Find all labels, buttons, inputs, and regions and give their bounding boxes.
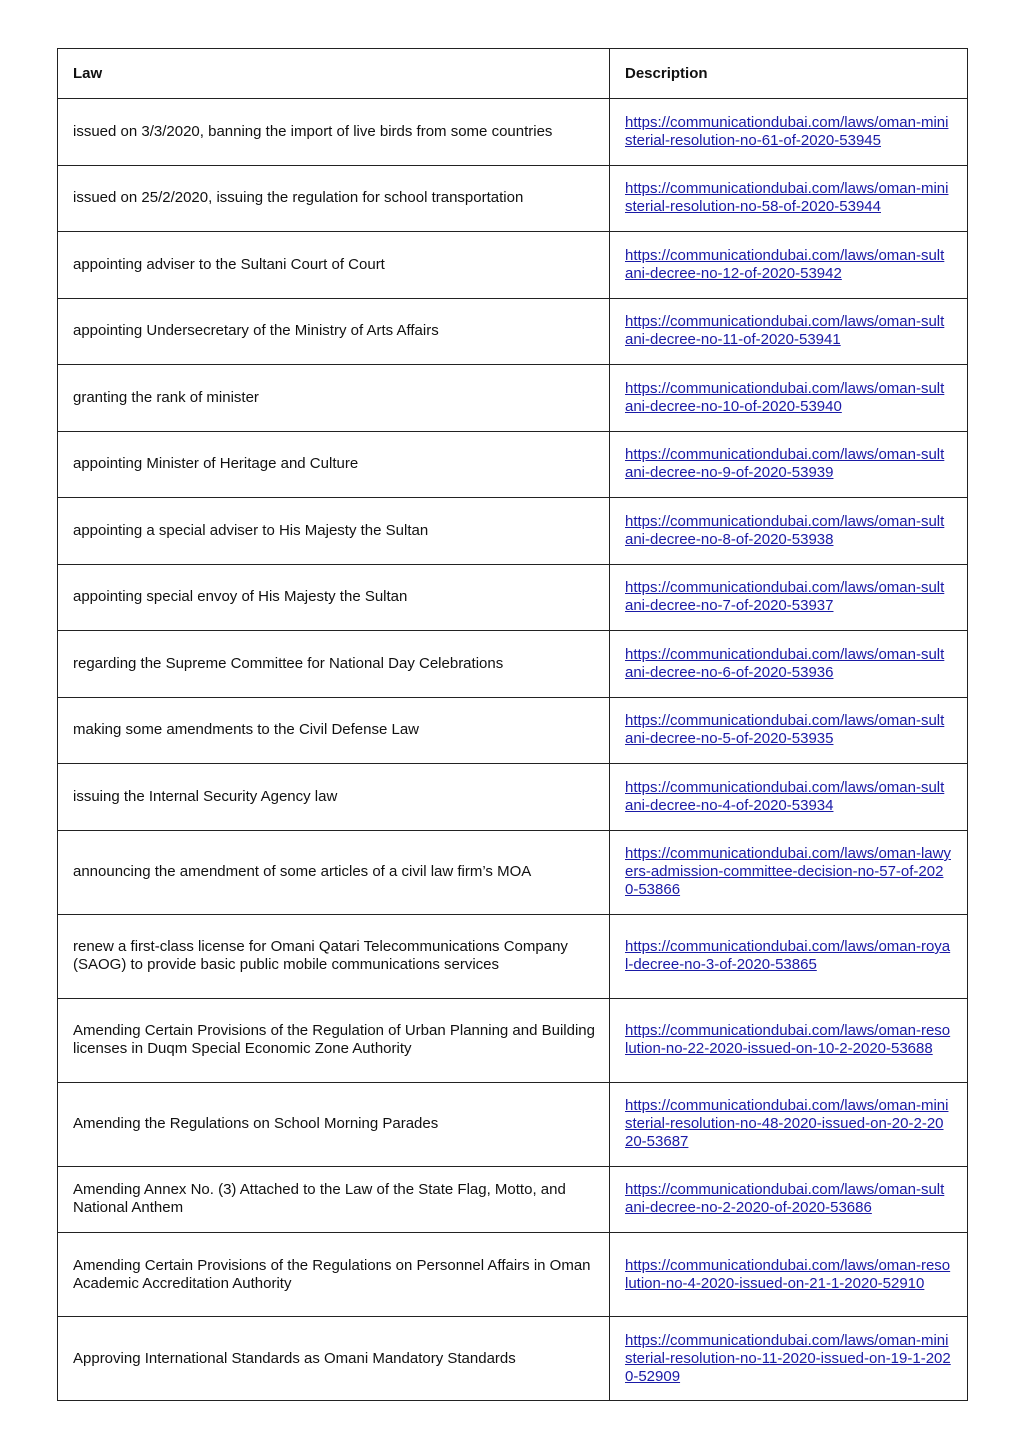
law-cell: making some amendments to the Civil Defense Law xyxy=(58,697,610,764)
law-cell: appointing Undersecretary of the Ministry of Arts Affairs xyxy=(58,298,610,365)
description-link[interactable]: https://communicationdubai.com/laws/oman-sultani-decree-no-11-of-2020-53941 xyxy=(625,313,945,349)
description-link[interactable]: https://communicationdubai.com/laws/oman-resolution-no-4-2020-issued-on-21-1-2020-52910 xyxy=(625,1256,951,1292)
law-cell: Amending the Regulations on School Morning Parades xyxy=(58,1082,610,1166)
law-cell: issuing the Internal Security Agency law xyxy=(58,764,610,831)
description-link[interactable]: https://communicationdubai.com/laws/oman-sultani-decree-no-5-of-2020-53935 xyxy=(625,712,945,748)
description-cell xyxy=(610,99,968,166)
table-row xyxy=(58,1166,968,1233)
table-row xyxy=(58,498,968,565)
law-cell: issued on 3/3/2020, banning the import of live birds from some countries xyxy=(58,99,610,166)
description-link[interactable]: https://communicationdubai.com/laws/oman-sultani-decree-no-4-of-2020-53934 xyxy=(625,778,945,814)
table-row xyxy=(58,1233,968,1317)
description-cell xyxy=(610,431,968,498)
law-cell: announcing the amendment of some articles of a civil law firm’s MOA xyxy=(58,830,610,914)
description-cell xyxy=(610,1317,968,1401)
table-row xyxy=(58,365,968,432)
law-cell: appointing special envoy of His Majesty the Sultan xyxy=(58,564,610,631)
laws-table xyxy=(57,48,968,1401)
description-link[interactable]: https://communicationdubai.com/laws/oman-sultani-decree-no-12-of-2020-53942 xyxy=(625,246,945,282)
law-cell: Amending Certain Provisions of the Regulations on Personnel Affairs in Oman Academic Accreditation Authority xyxy=(58,1233,610,1317)
law-cell: appointing a special adviser to His Majesty the Sultan xyxy=(58,498,610,565)
column-header-law: Law xyxy=(58,49,610,99)
law-cell: granting the rank of minister xyxy=(58,365,610,432)
description-cell xyxy=(610,830,968,914)
description-cell xyxy=(610,498,968,565)
description-cell xyxy=(610,298,968,365)
description-link[interactable]: https://communicationdubai.com/laws/oman-sultani-decree-no-9-of-2020-53939 xyxy=(625,446,945,482)
description-link[interactable]: https://communicationdubai.com/laws/oman-ministerial-resolution-no-11-2020-issued-on-19-1-2020-52909 xyxy=(625,1331,951,1385)
law-cell: appointing adviser to the Sultani Court of Court xyxy=(58,232,610,299)
description-link[interactable]: https://communicationdubai.com/laws/oman-ministerial-resolution-no-61-of-2020-53945 xyxy=(625,113,949,149)
description-cell xyxy=(610,1166,968,1233)
description-cell xyxy=(610,631,968,698)
table-row xyxy=(58,697,968,764)
table-row xyxy=(58,99,968,166)
law-cell: appointing Minister of Heritage and Culture xyxy=(58,431,610,498)
description-cell xyxy=(610,232,968,299)
law-cell: renew a first-class license for Omani Qatari Telecommunications Company (SAOG) to provide basic public mobile communications services xyxy=(58,914,610,998)
description-cell xyxy=(610,1233,968,1317)
description-link[interactable]: https://communicationdubai.com/laws/oman-resolution-no-22-2020-issued-on-10-2-2020-53688 xyxy=(625,1022,951,1057)
table-row xyxy=(58,564,968,631)
table-row xyxy=(58,914,968,998)
description-link[interactable]: https://communicationdubai.com/laws/oman-sultani-decree-no-6-of-2020-53936 xyxy=(625,645,945,681)
description-link[interactable]: https://communicationdubai.com/laws/oman-ministerial-resolution-no-58-of-2020-53944 xyxy=(625,180,949,216)
law-cell: Approving International Standards as Omani Mandatory Standards xyxy=(58,1317,610,1401)
description-cell xyxy=(610,365,968,432)
description-link[interactable]: https://communicationdubai.com/laws/oman-sultani-decree-no-2-2020-of-2020-53686 xyxy=(625,1181,945,1217)
description-link[interactable]: https://communicationdubai.com/laws/oman-sultani-decree-no-10-of-2020-53940 xyxy=(625,379,945,415)
table-row xyxy=(58,1082,968,1166)
table-header-row xyxy=(58,49,968,99)
table-row xyxy=(58,298,968,365)
description-cell xyxy=(610,914,968,998)
law-cell: Amending Annex No. (3) Attached to the Law of the State Flag, Motto, and National Anthem xyxy=(58,1166,610,1233)
table-row xyxy=(58,431,968,498)
table-row xyxy=(58,232,968,299)
description-link[interactable]: https://communicationdubai.com/laws/oman-ministerial-resolution-no-48-2020-issued-on-20-2-2020-53687 xyxy=(625,1097,949,1150)
description-link[interactable]: https://communicationdubai.com/laws/oman-royal-decree-no-3-of-2020-53865 xyxy=(625,938,951,973)
description-link[interactable]: https://communicationdubai.com/laws/oman-sultani-decree-no-8-of-2020-53938 xyxy=(625,512,945,548)
description-cell xyxy=(610,697,968,764)
description-link[interactable]: https://communicationdubai.com/laws/oman-sultani-decree-no-7-of-2020-53937 xyxy=(625,579,945,615)
table-row xyxy=(58,1317,968,1401)
law-cell: regarding the Supreme Committee for National Day Celebrations xyxy=(58,631,610,698)
table-row xyxy=(58,998,968,1082)
description-cell xyxy=(610,998,968,1082)
law-cell: Amending Certain Provisions of the Regulation of Urban Planning and Building licenses in Duqm Special Economic Zone Authority xyxy=(58,998,610,1082)
table-row xyxy=(58,165,968,232)
description-cell xyxy=(610,564,968,631)
description-link[interactable]: https://communicationdubai.com/laws/oman-lawyers-admission-committee-decision-no-57-of-2020-53866 xyxy=(625,845,951,898)
table-row xyxy=(58,764,968,831)
description-cell xyxy=(610,165,968,232)
table-row xyxy=(58,631,968,698)
table-row xyxy=(58,830,968,914)
column-header-description: Description xyxy=(610,49,968,99)
law-cell: issued on 25/2/2020, issuing the regulation for school transportation xyxy=(58,165,610,232)
description-cell xyxy=(610,1082,968,1166)
description-cell xyxy=(610,764,968,831)
